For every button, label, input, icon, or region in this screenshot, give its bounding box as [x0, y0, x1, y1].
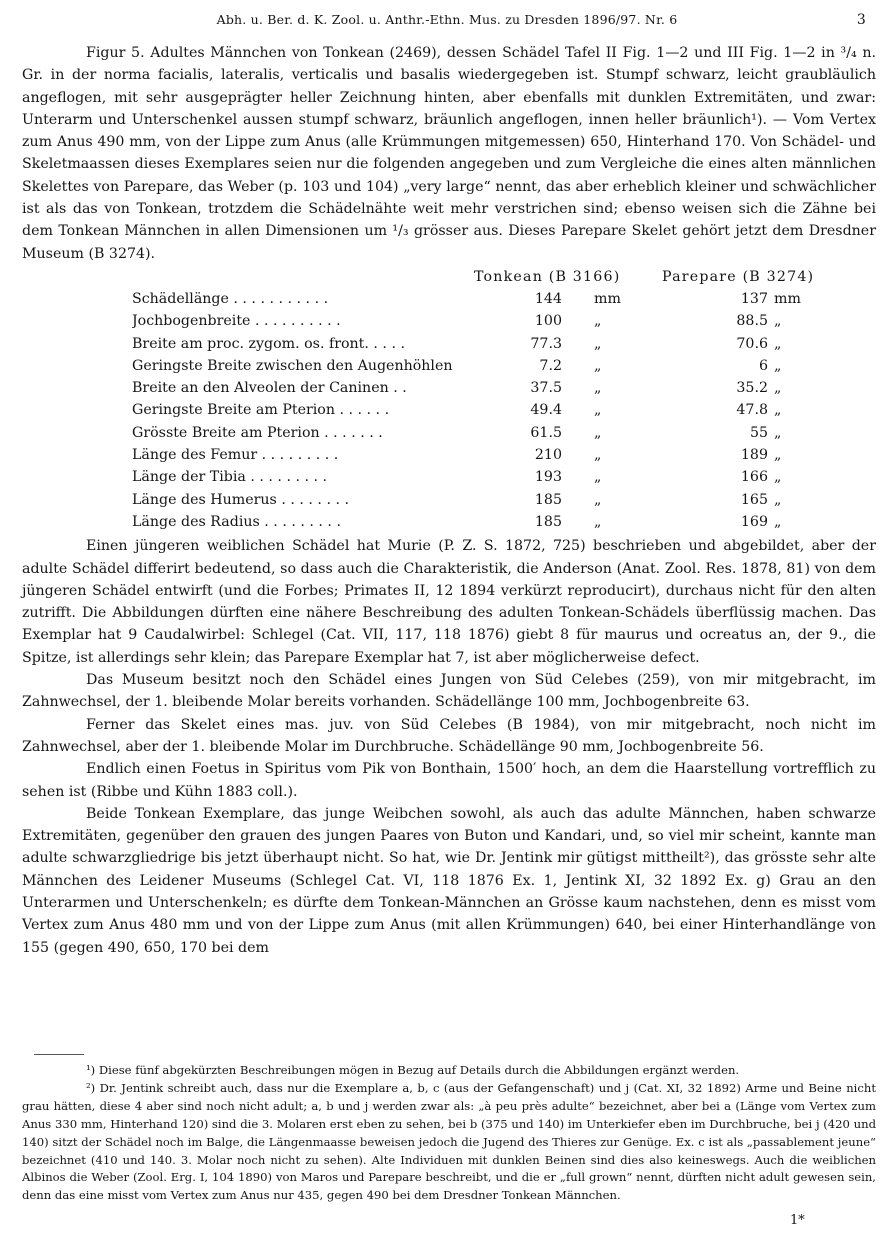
footnotes	[22, 1062, 876, 1205]
parepare-value: 165	[740, 491, 768, 508]
row-label: Breite am proc. zygom. os. front. . . . .	[132, 335, 405, 352]
parepare-unit: „	[774, 335, 782, 352]
table-header	[22, 266, 876, 288]
parepare-unit: mm	[774, 290, 801, 307]
table-row	[22, 310, 876, 332]
parepare-unit: „	[774, 469, 782, 486]
row-label: Länge des Humerus . . . . . . . .	[132, 491, 349, 508]
tonkean-unit: „	[594, 424, 602, 441]
parepare-value: 137	[740, 290, 768, 307]
table-row	[22, 355, 876, 377]
table-row	[22, 511, 876, 533]
row-label: Geringste Breite zwischen den Augenhöhlen	[132, 357, 453, 374]
tonkean-value: 49.4	[530, 402, 562, 419]
tonkean-unit: „	[594, 469, 602, 486]
parepare-unit: „	[774, 402, 782, 419]
footnote-1: ¹) Diese fünf abgekürzten Beschreibungen mögen in Bezug auf Details durch die Abbildungen ergänzt werden.	[86, 1063, 740, 1077]
tonkean-value: 100	[534, 313, 562, 330]
tonkean-value: 37.5	[530, 380, 562, 397]
journal-title: Abh. u. Ber. d. K. Zool. u. Anthr.-Ethn. Mus. zu Dresden 1896/97. Nr. 6	[216, 12, 678, 27]
tonkean-unit: mm	[594, 290, 621, 307]
table-row	[22, 288, 876, 310]
table-row	[22, 466, 876, 488]
tonkean-value: 185	[534, 513, 562, 530]
tonkean-value: 210	[534, 447, 562, 464]
parepare-unit: „	[774, 357, 782, 374]
row-label: Grösste Breite am Pterion . . . . . . .	[132, 424, 383, 441]
footnote-divider	[34, 1054, 84, 1055]
tonkean-unit: „	[594, 491, 602, 508]
parepare-value: 88.5	[736, 313, 768, 330]
tonkean-value: 193	[534, 469, 562, 486]
table-row	[22, 377, 876, 399]
row-label: Länge des Radius . . . . . . . . .	[132, 513, 341, 530]
tonkean-unit: „	[594, 380, 602, 397]
tonkean-unit: „	[594, 313, 602, 330]
parepare-value: 35.2	[736, 380, 768, 397]
tonkean-value: 185	[534, 491, 562, 508]
tonkean-value: 7.2	[539, 357, 562, 374]
measurement-table	[22, 266, 876, 533]
parepare-value: 70.6	[736, 335, 768, 352]
paragraph-skelet: Ferner das Skelet eines mas. juv. von Süd Celebes (B 1984), von mir mitgebracht, noch nicht im Zahnwechsel, aber der 1. bleibende Molar im Durchbruche. Schädellänge 90 mm, Jochbogenbreite 56.	[22, 716, 876, 755]
tonkean-unit: „	[594, 335, 602, 352]
parepare-value: 55	[749, 424, 768, 441]
parepare-unit: „	[774, 380, 782, 397]
parepare-value: 47.8	[736, 402, 768, 419]
tonkean-unit: „	[594, 513, 602, 530]
parepare-value: 189	[740, 447, 768, 464]
tonkean-unit: „	[594, 402, 602, 419]
tonkean-value: 144	[534, 290, 562, 307]
parepare-unit: „	[774, 447, 782, 464]
parepare-unit: „	[774, 424, 782, 441]
table-row	[22, 422, 876, 444]
parepare-value: 169	[740, 513, 768, 530]
main-text	[22, 42, 876, 959]
row-label: Jochbogenbreite . . . . . . . . . .	[132, 313, 341, 330]
page-number: 3	[856, 12, 866, 28]
tonkean-unit: „	[594, 357, 602, 374]
running-header	[20, 12, 874, 32]
row-label: Länge des Femur . . . . . . . . .	[132, 447, 339, 464]
paragraph-museum-juvenile: Das Museum besitzt noch den Schädel eines Jungen von Süd Celebes (259), von mir mitgebracht, im Zahnwechsel, der 1. bleibende Molar bereits vorhanden. Schädellänge 100 mm, Jochbogenbreite 63.	[22, 672, 876, 711]
row-label: Breite an den Alveolen der Caninen . .	[132, 380, 407, 397]
footnote-2: ²) Dr. Jentink schreibt auch, dass nur die Exemplare a, b, c (aus der Gefangenschaft) und j (Cat. XI, 32 1892) Arme und Beine nicht grau hätten, diese 4 aber sind noch nicht adult; a, b und j werden zwar als: „à peu près adulte“ bezeichnet, aber bei a (Länge vom Vertex zum Anus 330 mm, Hinterhand 120) sind die 3. Molaren erst eben zu sehen, bei b (375 und 140) im Unterkiefer eben im Durchbruche, bei j (420 und 140) sitzt der Schädel noch im Balge, die Längenmaasse beweisen jedoch die Jugend des Thieres zur Genüge. Ex. c ist als „passablement jeune“ bezeichnet (410 und 140. 3. Molar noch nicht zu sehen). Alte Individuen mit dunklen Beinen sind dies also keineswegs. Auch die weiblichen Albinos die Weber (Zool. Erg. I, 104 1890) von Maros und Parepare beschreibt, und die er „full grown“ nennt, dürften nicht adult gewesen sein, denn das eine misst vom Vertex zum Anus nur 435, gegen 490 bei dem Dresdner Tonkean Männchen.	[22, 1080, 876, 1203]
column-header-parepare: Parepare (B 3274)	[662, 268, 815, 285]
parepare-value: 166	[740, 469, 768, 486]
parepare-value: 6	[758, 357, 768, 374]
paragraph-figure-5: Figur 5. Adultes Männchen von Tonkean (2469), dessen Schädel Tafel II Fig. 1—2 und III Fig. 1—2 in ³/₄ n. Gr. in der norma facialis, lateralis, verticalis und basalis wiedergegeben ist. Stumpf schwarz, leicht graubläulich angeflogen, mit sehr ausgeprägter heller Zeichnung hinten, aber ebenfalls mit dunklen Extremitäten, und zwar: Unterarm und Unterschenkel aussen stumpf schwarz, bräunlich angeflogen, innen heller bräunlich¹). — Vom Vertex zum Anus 490 mm, von der Lippe zum Anus (alle Krümmungen mitgemessen) 650, Hinterhand 170. Von Schädel- und Skeletmaassen dieses Exemplares seien nur die folgenden angegeben und zum Vergleiche die eines alten männlichen Skelettes von Parepare, das Weber (p. 103 und 104) „very large“ nennt, das aber erheblich kleiner und schwächlicher ist als das von Tonkean, trotzdem die Schädelnähte weit mehr verstrichen sind; ebenso weisen sich die Zähne bei dem Tonkean Männchen in allen Dimensionen um ¹/₃ grösser aus. Dieses Parepare Skelet gehört jetzt dem Dresdner Museum (B 3274).	[22, 45, 876, 262]
table-row	[22, 399, 876, 421]
tonkean-unit: „	[594, 447, 602, 464]
paragraph-murie: Einen jüngeren weiblichen Schädel hat Murie (P. Z. S. 1872, 725) beschrieben und abgebildet, aber der adulte Schädel differirt bedeutend, so dass auch die Charakteristik, die Anderson (Anat. Zool. Res. 1878, 81) von dem jüngeren Schädel entwirft (und die Forbes; Primates II, 12 1894 verkürzt reproducirt), durchaus nicht für den alten zutrifft. Die Abbildungen dürften eine nähere Beschreibung des adulten Tonkean-Schädels überflüssig machen. Das Exemplar hat 9 Caudalwirbel: Schlegel (Cat. VII, 117, 118 1876) giebt 8 für maurus und ocreatus an, der 9., die Spitze, ist allerdings sehr klein; das Parepare Exemplar hat 7, ist aber möglicherweise defect.	[22, 538, 876, 666]
printer-signature: 1*	[790, 1213, 805, 1228]
parepare-unit: „	[774, 313, 782, 330]
parepare-unit: „	[774, 491, 782, 508]
table-row	[22, 444, 876, 466]
table-row	[22, 333, 876, 355]
row-label: Schädellänge . . . . . . . . . . .	[132, 290, 329, 307]
parepare-unit: „	[774, 513, 782, 530]
column-header-tonkean: Tonkean (B 3166)	[474, 268, 621, 285]
tonkean-value: 77.3	[530, 335, 562, 352]
paragraph-extremities: Beide Tonkean Exemplare, das junge Weibchen sowohl, als auch das adulte Männchen, haben schwarze Extremitäten, gegenüber den grauen des jungen Paares von Buton und Kandari, und, so viel mir scheint, kannte man adulte schwarzgliedrige bis jetzt überhaupt nicht. So hat, wie Dr. Jentink mir gütigst mittheilt²), das grösste sehr alte Männchen des Leidener Museums (Schlegel Cat. VI, 118 1876 Ex. 1, Jentink XI, 32 1892 Ex. g) Grau an den Unterarmen und Unterschenkeln; es dürfte dem Tonkean-Männchen an Grösse kaum nachstehen, denn es misst vom Vertex zum Anus 480 mm und von der Lippe zum Anus (mit allen Krümmungen) 640, bei einer Hinterhandlänge von 155 (gegen 490, 650, 170 bei dem	[22, 805, 876, 956]
row-label: Länge der Tibia . . . . . . . . .	[132, 469, 328, 486]
row-label: Geringste Breite am Pterion . . . . . .	[132, 402, 390, 419]
table-row	[22, 489, 876, 511]
tonkean-value: 61.5	[530, 424, 562, 441]
paragraph-foetus: Endlich einen Foetus in Spiritus vom Pik von Bonthain, 1500′ hoch, an dem die Haarstellung vortrefflich zu sehen ist (Ribbe und Kühn 1883 coll.).	[22, 761, 876, 800]
